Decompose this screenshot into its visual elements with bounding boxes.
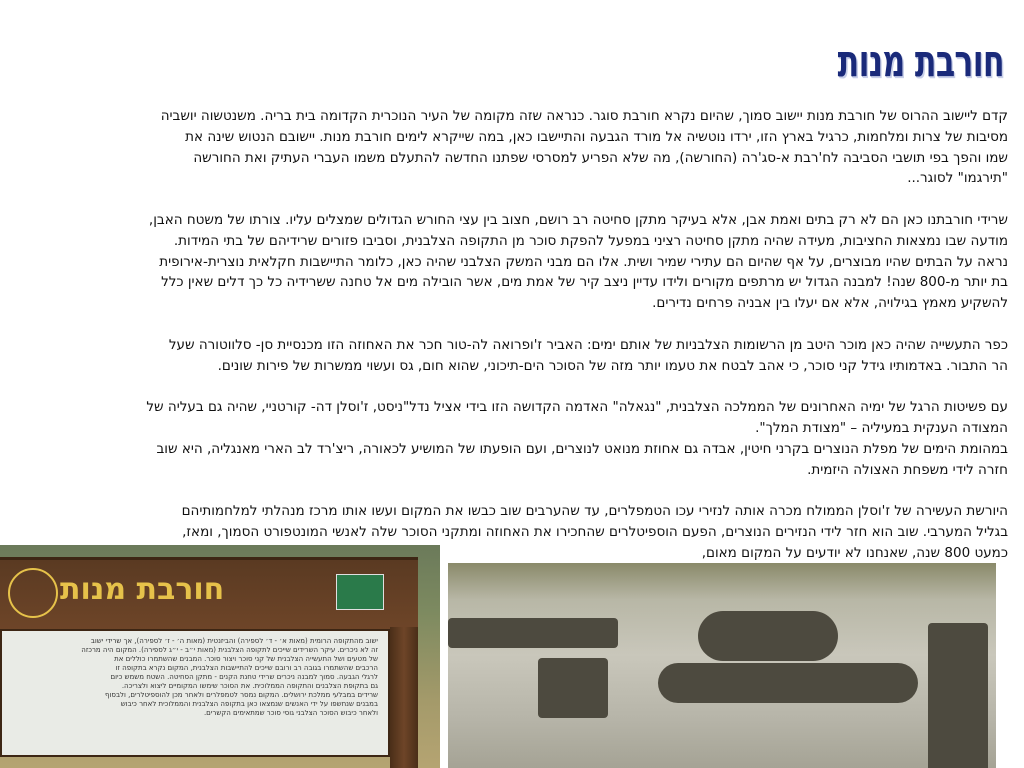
text-line: היורשת העשירה של ז'וסלן הממולח מכרה אותה לנזירי עכו הטמפלרים, עד שהערבים שוב כבשו את המקום ועשו אותו מרכז מנהלתי למלחמותיהם — [181, 503, 1008, 520]
sign-text-line: שרידים במבלעי ממלכת ירושלים. המקום נמסר לטמפלרים ולאחר מכן להוספיטלרים, ולבסוף — [105, 691, 378, 699]
sign-post — [390, 627, 418, 768]
text-line: נראה על הבתים שהיו מבוצרים, על אף שהיום הם עתירי שמיר ושית. אלו הם מבני המשק הצלבני שהיה כאן, כלומר התיישבות חקלאית נוצרית-אירופית — [159, 253, 1008, 270]
sign-title: חורבת מנות — [60, 572, 225, 607]
text-line: בת יותר מ-800 שנה! למבנה הגדול יש מרתפים מקורים ולידו עדיין ניצב קיר של אמת מים, אשר הובילה מים אל טחנה ששרידיה כל כך דלים שאין כלל — [161, 274, 1008, 291]
sign-text-line: ולאחר כיבוש הסוכר הצלבני גוסי סוכר שמתאימים הקשרים. — [203, 709, 378, 717]
text-line: עם פשיטות הרגל של ימיה האחרונים של הממלכה הצלבנית, "נגאלה" האדמה הקדושה הזו בידי אציל נדל"ניסט, ז'וסלן דה- קורטניי, שהיה גם בעליה של — [146, 399, 1008, 416]
paragraph — [8, 335, 1008, 377]
sign-photo — [0, 545, 440, 768]
text-line: להשקיע מאמץ בגילויה, אלא אם יעלו בין אבניה פרחים נדירים. — [652, 295, 1008, 312]
paragraph-gap — [8, 376, 1008, 397]
paragraph-gap — [8, 189, 1008, 210]
emblem-icon — [8, 568, 58, 618]
sign-text-line: במבנים שנחשפו על ידי האנשים שנמצאו כאן בתקופה הצלבנית והממלוכית לאחר כיבוש — [120, 700, 378, 708]
carved-pit — [698, 611, 838, 661]
text-line: חזרה לידי משפחת האצולה היזמית. — [807, 461, 1008, 478]
carved-pit — [538, 658, 608, 718]
sign-text-line: הרכבים שהשתמרו בגובה רב ורובם שייכים להתיישבות הצלבנית, המקום נקרא בתקופה זו — [115, 664, 378, 672]
sign-text-line: של מטעים ושל התעשייה הצלבנית של קני סוכר ויצור סוכר. המבנים שהשתמרו כוללים את — [114, 655, 378, 663]
text-line: מודעה שבו נמצאות החציבות, מעידה שהיה מתקן סחיטה רציני במפעל להפקת סוכר מן התקופה הצלבנית, וסביבו פזורים שרידיהם של בתי המידות. — [173, 232, 1008, 249]
page-title: חורבת מנות — [837, 36, 1004, 87]
paragraph — [8, 397, 1008, 480]
rock-press-photo — [448, 563, 996, 768]
text-line: במהומת הימים של מפלת הנוצרים בקרני חיטין, אבדה גם אחוזת מנואט לנוצרים, ועם הופעתו של המושיע לכאורה, ריצ'רד לב הארי מאנגליה, היא שוב — [156, 440, 1008, 457]
text-line: בגליל המערבי. שוב הוא חזר לידי הנזירים הנוצרים, הפעם הוספיטלרים שהחכירו את האחוזה ומתקני הסוכר שלה לאנשי המונטפורט הסמוך, ומאז, — [182, 523, 1008, 540]
paragraph-gap — [8, 480, 1008, 501]
paragraph — [8, 106, 1008, 189]
text-line: מסיבות של צרות ומלחמות, כרגיל בארץ הזו, ירדו נוטשיה אל מורד הגבעה והתיישבו כאן, במה שייקרא לימים חורבת מנות. יישובם הנטוש שינה את — [185, 128, 1008, 145]
article-body — [8, 106, 1008, 564]
sign-text-line: ישוב מהתקופה הרומית (מאות א׳ - ד׳ לספירה) והביזנטית (מאות ה׳ - ז׳ לספירה), אך שרידי ישוב — [90, 637, 378, 645]
text-line: שרידי חורבתנו כאן הם לא רק בתים ואמת אבן, אלא בעיקר מתקן סחיטה רב רושם, חצוב בין עצי החורש הגדולים שמצלים עליו. צורתו של משטח האבן, — [148, 211, 1008, 228]
text-line: המצודה הענקית במעיליה – "מצודת המלך". — [755, 419, 1008, 436]
paragraph — [8, 210, 1008, 314]
text-line: "תירגמו" לסוגר... — [907, 170, 1008, 187]
text-line: כמעט 800 שנה, שאנחנו לא יודעים על המקום מאום, — [701, 544, 1008, 561]
carved-pit — [658, 663, 918, 703]
text-line: קדם ליישוב ההרוס של חורבת מנות יישוב סמוך, שהיום נקרא חורבת סוגר. כנראה שזה מקומה של העיר הנוכרית הקדומה בית בריה. משנטשוה יושביה — [160, 108, 1008, 124]
carved-channel — [448, 618, 618, 648]
sign-text-line: לרגלי הגבעה. סמוך למבנה ניכרים שרידי טחנת הקנים - מתקן הסחיטה. השטח משמש כיום — [110, 673, 378, 681]
sign-board — [0, 629, 390, 757]
paragraph-gap — [8, 314, 1008, 335]
sign-text-line: גם בתקופת הצלבנים והתקופה הממלוכית. את הסוכר שימשו המקומיים ליצוא ולצריכה. — [121, 682, 378, 690]
kkl-logo — [336, 574, 384, 610]
sign-header — [0, 557, 418, 630]
carved-pit — [928, 623, 988, 768]
sign-text-line: זה לא ניכרים. עיקר השרידים שייכים לתקופה הצלבנית (מאות י״ב - י״ג לספירה). המקום היה מרכזה — [81, 646, 378, 654]
text-line: שמו והפך בפי תושבי הסביבה לח'רבת א-סג'רה (החורשה), מה שלא הפריע למסרסי שפתנו החדשה להתעלם משמו העברי העתיק ואת החורשה — [193, 149, 1008, 166]
text-line: הר התבור. באדמותיו גידל קני סוכר, כי אהב לבטח את טעמו יותר מזה של הסוכר הים-תיכוני, שהוא חום, גס ועשוי ממשרות של פירות שונים. — [217, 357, 1008, 374]
text-line: כפר התעשייה שהיה כאן מוכר היטב מן הרשומות הצלבניות של אותם ימים: האביר ז'ופרואה לה-טור חכר את האחוזה הזו מכנסיית סן- סלווטורה שעל — [168, 336, 1008, 353]
